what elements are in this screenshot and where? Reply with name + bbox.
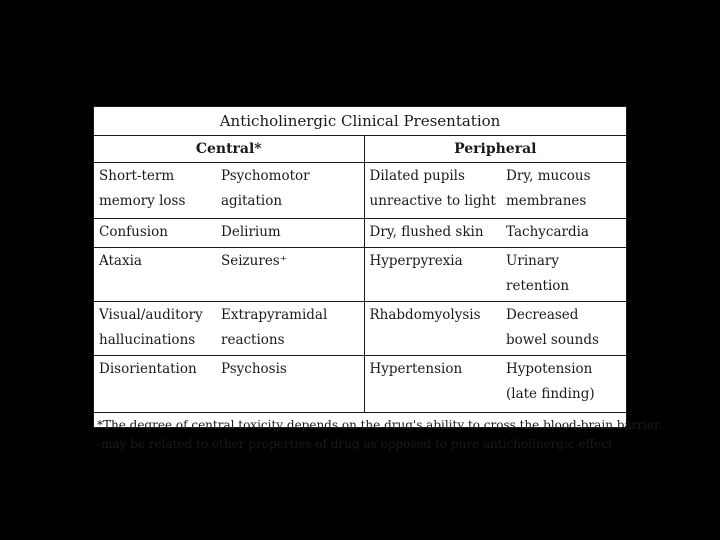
central-cell: Seizures⁺ xyxy=(216,248,364,302)
central-cell: Visual/auditory hallucinations xyxy=(94,302,216,356)
table-title: Anticholinergic Clinical Presentation xyxy=(94,107,626,136)
clinical-table xyxy=(94,107,663,454)
central-cell: Psychosis xyxy=(216,356,364,413)
central-cell: Confusion xyxy=(94,219,216,248)
table-row xyxy=(94,248,626,302)
peripheral-cell: Dilated pupils unreactive to light xyxy=(364,163,501,219)
presentation-table xyxy=(93,106,663,451)
peripheral-cell: Dry, flushed skin xyxy=(364,219,501,248)
peripheral-cell: Hypertension xyxy=(364,356,501,413)
peripheral-cell: Urinary retention xyxy=(501,248,626,302)
footnotes xyxy=(94,413,663,455)
table-row xyxy=(94,356,626,413)
table-row xyxy=(94,302,626,356)
central-cell: Extrapyramidal reactions xyxy=(216,302,364,356)
footnote-central: *The degree of central toxicity depends on the drug's ability to cross the blood-brain barrier. xyxy=(97,418,663,432)
peripheral-header: Peripheral xyxy=(364,136,626,163)
central-cell: Delirium xyxy=(216,219,364,248)
central-cell: Psychomotor agitation xyxy=(216,163,364,219)
table-row xyxy=(94,219,626,248)
peripheral-cell: Hyperpyrexia xyxy=(364,248,501,302)
footnote-other: -may be related to other properties of drug as opposed to pure anticholinergic effect xyxy=(97,437,613,451)
table-row xyxy=(94,163,626,219)
central-header: Central* xyxy=(94,136,364,163)
peripheral-cell: Hypotension (late finding) xyxy=(501,356,626,413)
peripheral-cell: Decreased bowel sounds xyxy=(501,302,626,356)
peripheral-cell: Rhabdomyolysis xyxy=(364,302,501,356)
central-cell: Disorientation xyxy=(94,356,216,413)
central-cell: Ataxia xyxy=(94,248,216,302)
peripheral-cell: Dry, mucous membranes xyxy=(501,163,626,219)
central-cell: Short-term memory loss xyxy=(94,163,216,219)
peripheral-cell: Tachycardia xyxy=(501,219,626,248)
